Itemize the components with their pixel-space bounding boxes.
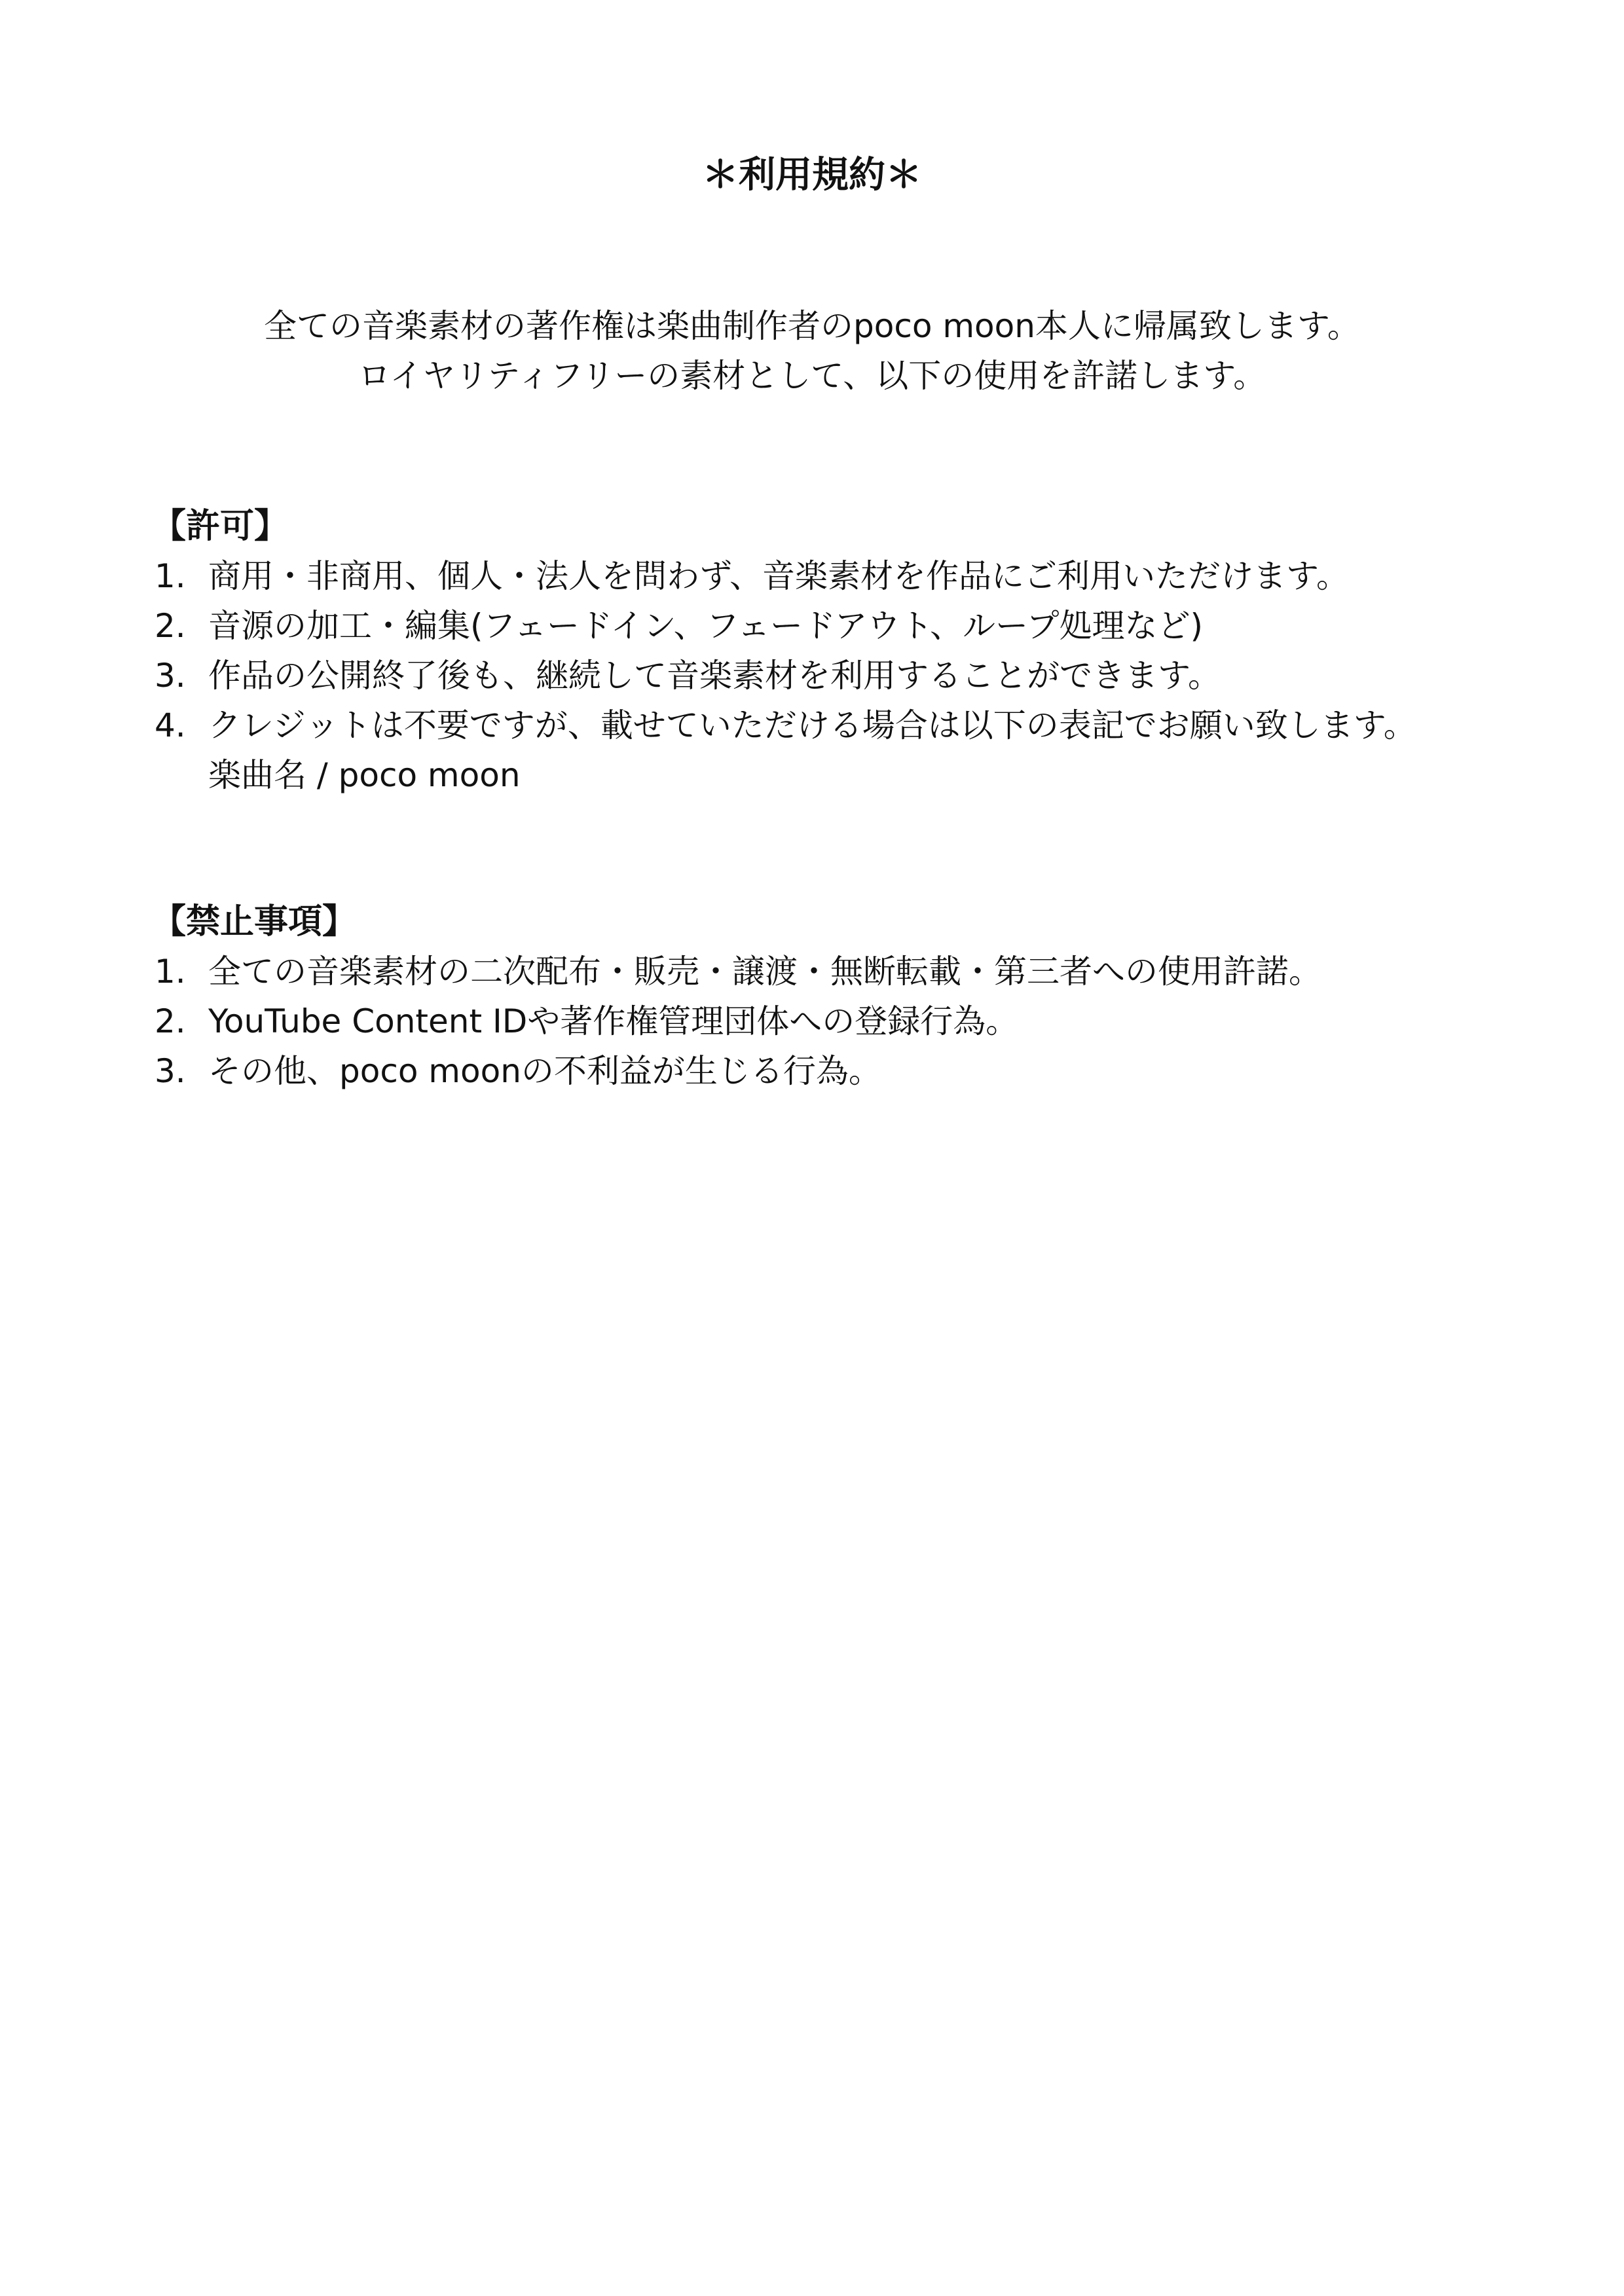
item-text: クレジットは不要ですが、載せていただける場合は以下の表記でお願い致します。 [208, 706, 1416, 744]
item-text: その他、poco moonの不利益が生じる行為。 [208, 1052, 881, 1090]
item-number: 1. [155, 557, 186, 595]
item-content [208, 701, 1416, 800]
credit-example: 楽曲名 / poco moon [208, 756, 521, 794]
item-number: 2. [155, 607, 186, 645]
prohibit-list [152, 947, 1527, 1096]
list-item [152, 701, 1527, 800]
item-text: 商用・非商用、個人・法人を問わず、音楽素材を作品にご利用いただけます。 [208, 557, 1349, 595]
prohibit-section [152, 897, 1527, 1096]
prohibit-heading: 【禁止事項】 [152, 902, 357, 941]
item-number: 3. [155, 657, 186, 695]
list-item [152, 996, 1527, 1046]
permit-list [152, 551, 1527, 800]
item-number: 4. [155, 706, 186, 744]
item-text: 全ての音楽素材の二次配布・販売・譲渡・無断転載・第三者への使用許諾。 [208, 953, 1321, 991]
item-number: 2. [155, 1002, 186, 1040]
permit-heading: 【許可】 [152, 507, 289, 546]
intro-line: 全ての音楽素材の著作権は楽曲制作者のpoco moon本人に帰属致します。 [264, 307, 1360, 345]
item-text: 作品の公開終了後も、継続して音楽素材を利用することができます。 [208, 657, 1221, 695]
list-item [152, 651, 1527, 701]
item-text: YouTube Content IDや著作権管理団体への登録行為。 [208, 1002, 1019, 1040]
item-number: 1. [155, 953, 186, 991]
intro-paragraph [0, 301, 1624, 401]
list-item [152, 551, 1527, 601]
page-title: ＊利用規約＊ [702, 154, 922, 196]
list-item [152, 601, 1527, 651]
intro-line: ロイヤリティフリーの素材として、以下の使用を許諾します。 [358, 357, 1266, 395]
list-item [152, 947, 1527, 996]
permit-section [152, 501, 1527, 800]
item-number: 3. [155, 1052, 186, 1090]
list-item [152, 1046, 1527, 1096]
item-text: 音源の加工・編集(フェードイン、フェードアウト、ループ処理など) [208, 607, 1204, 645]
